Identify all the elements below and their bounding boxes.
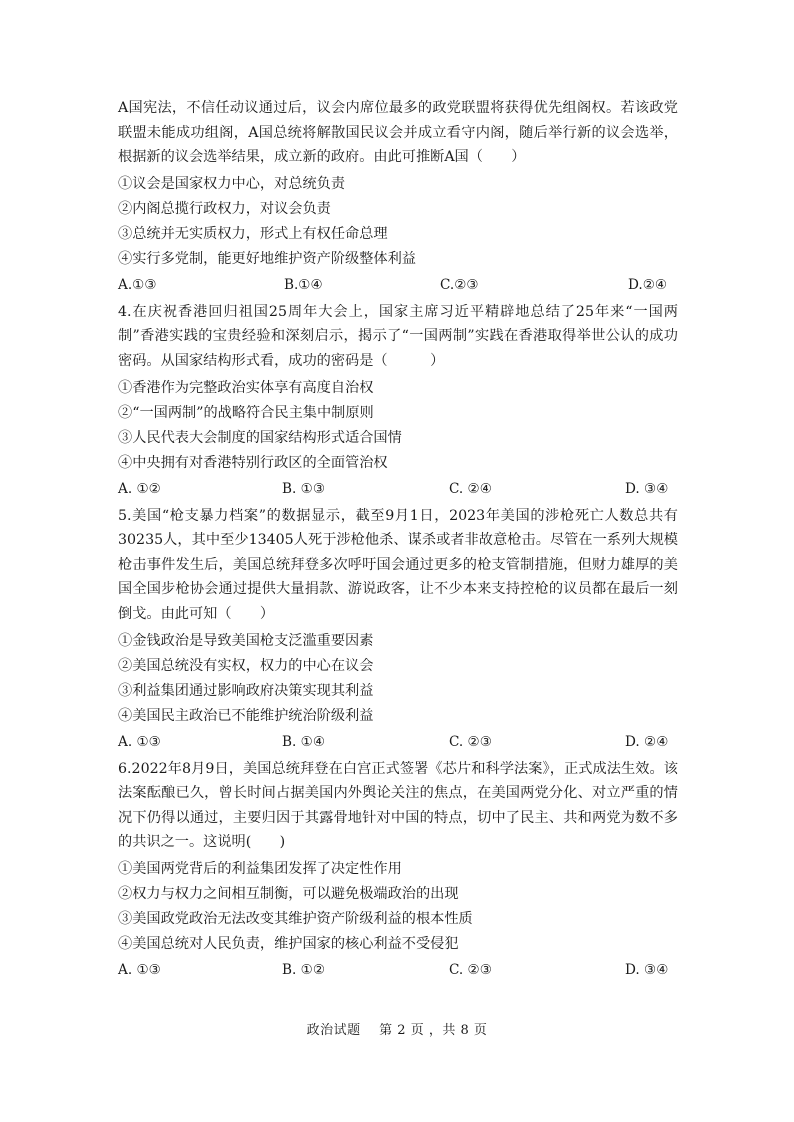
answer-d[interactable]: D.②④ [628,276,668,293]
answer-a[interactable]: A. ①② [118,480,161,497]
answer-choices [118,272,678,298]
answer-c[interactable]: C. ②④ [449,480,492,497]
answer-c[interactable]: C.②③ [440,276,479,293]
answer-b[interactable]: B.①④ [284,276,323,293]
answer-c[interactable]: C. ②③ [449,733,492,750]
page-footer [0,1019,794,1038]
option-4: ④实行多党制，能更好地维护资产阶级整体利益 [118,250,416,267]
question-3 [118,96,678,298]
footer-page-info: 第 2 页 ，共 8 页 [379,1023,488,1038]
answer-c[interactable]: C. ②③ [449,961,492,978]
question-6 [118,757,678,983]
answer-b[interactable]: B. ①② [282,961,326,978]
option-1: ①议会是国家权力中心，对总统负责 [118,175,346,192]
question-stem: A国宪法，不信任动议通过后，议会内席位最多的政党联盟将获得优先组阁权。若该政党联盟未能成功组阁，A国总统将解散国民议会并成立看守内阁，随后举行新的议会选举，根据新的议会选举结果，成立新的政府。由此可推断A国（ ） [118,100,678,166]
answer-choices [118,476,678,502]
footer-subject: 政治试题 [306,1023,361,1038]
answer-b[interactable]: B. ①③ [282,480,326,497]
answer-b[interactable]: B. ①④ [282,733,326,750]
option-3: ③人民代表大会制度的国家结构形式适合国情 [118,429,402,446]
answer-d[interactable]: D. ③④ [625,961,669,978]
option-3: ③总统并无实质权力，形式上有权任命总理 [118,225,388,242]
question-list [118,96,678,985]
answer-choices [118,957,678,983]
option-4: ④美国民主政治已不能维护统治阶级利益 [118,707,374,724]
question-stem: 6.2022年8月9日，美国总统拜登在白宫正式签署《芯片和科学法案》，正式成法生效。该法案酝酿已久，曾长时间占据美国内外舆论关注的焦点，在美国两党分化、对立严重的情况下仍得以通过，主要归因于其露骨地针对中国的特点，切中了民主、共和两党为数不多的共识之一。这说明( ) [118,760,678,851]
option-1: ①金钱政治是导致美国枪支泛滥重要因素 [118,632,374,649]
option-2: ②“一国两制”的战略符合民主集中制原则 [118,404,374,421]
answer-d[interactable]: D. ③④ [625,480,669,497]
question-4 [118,300,678,502]
answer-d[interactable]: D. ②④ [625,733,669,750]
option-1: ①香港作为完整政治实体享有高度自治权 [118,379,374,396]
option-1: ①美国两党背后的利益集团发挥了决定性作用 [118,860,402,877]
answer-a[interactable]: A.①③ [118,276,157,293]
answer-a[interactable]: A. ①③ [118,733,161,750]
option-4: ④美国总统对人民负责，维护国家的核心利益不受侵犯 [118,935,459,952]
option-2: ②美国总统没有实权，权力的中心在议会 [118,657,374,674]
question-stem: 5.美国“枪支暴力档案”的数据显示，截至9月1日，2023年美国的涉枪死亡人数总共有30235人，其中至少13405人死于涉枪他杀、谋杀或者非故意枪击。尽管在一系列大规模枪击事件发生后，美国总统拜登多次呼吁国会通过更多的枪支管制措施，但财力雄厚的美国全国步枪协会通过提供大量捐款、游说政客，让不少本来支持控枪的议员都在最后一刻倒戈。由此可知（ ） [118,507,678,622]
option-2: ②内阁总揽行政权力，对议会负责 [118,200,331,217]
answer-choices [118,729,678,755]
question-stem: 4.在庆祝香港回归祖国25周年大会上，国家主席习近平精辟地总结了25年来“一国两制”香港实践的宝贵经验和深刻启示，揭示了“一国两制”实践在香港取得举世公认的成功密码。从国家结构形式看，成功的密码是（ ） [118,303,678,369]
option-2: ②权力与权力之间相互制衡，可以避免极端政治的出现 [118,885,459,902]
question-5 [118,504,678,755]
answer-a[interactable]: A. ①③ [118,961,161,978]
option-3: ③美国政党政治无法改变其维护资产阶级利益的根本性质 [118,910,473,927]
option-3: ③利益集团通过影响政府决策实现其利益 [118,682,374,699]
option-4: ④中央拥有对香港特别行政区的全面管治权 [118,454,388,471]
